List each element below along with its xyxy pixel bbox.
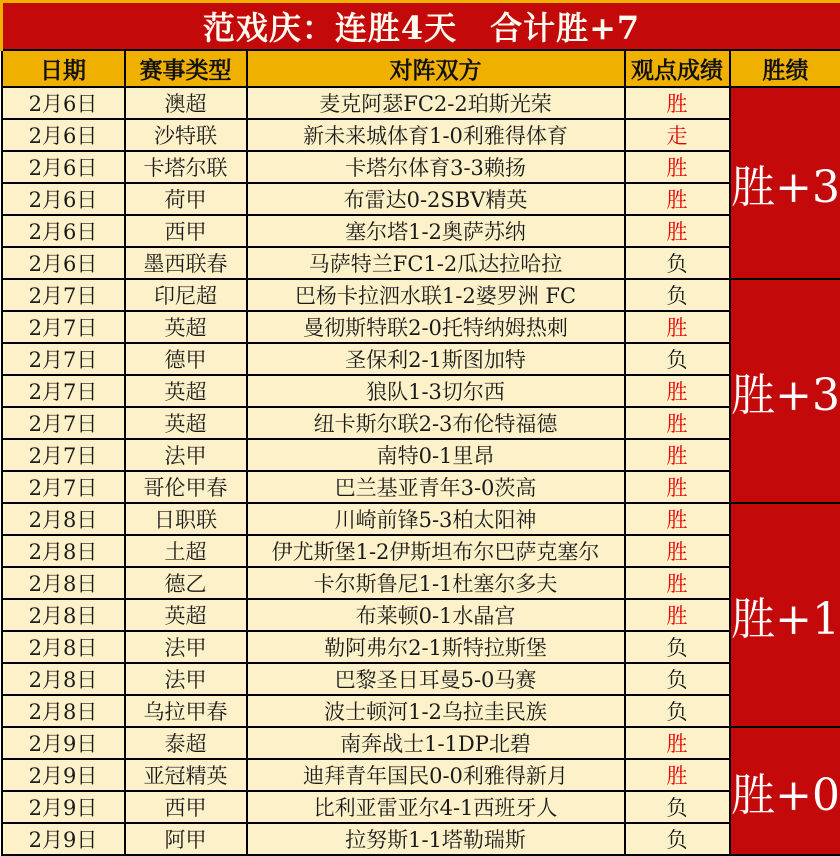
result-cell: 胜 — [625, 311, 730, 343]
date-cell: 2月6日 — [2, 183, 125, 215]
league-cell: 澳超 — [125, 87, 247, 119]
result-cell: 胜 — [625, 151, 730, 183]
date-cell: 2月7日 — [2, 343, 125, 375]
date-cell: 2月8日 — [2, 695, 125, 727]
league-cell: 日职联 — [125, 503, 247, 535]
result-cell: 负 — [625, 791, 730, 823]
date-cell: 2月9日 — [2, 791, 125, 823]
result-cell: 胜 — [625, 471, 730, 503]
date-cell: 2月8日 — [2, 663, 125, 695]
table-row — [2, 599, 840, 631]
league-cell: 泰超 — [125, 727, 247, 759]
result-cell: 负 — [625, 279, 730, 311]
column-header-match: 对阵双方 — [247, 50, 625, 87]
league-cell: 英超 — [125, 407, 247, 439]
streak-cell: 胜+3 — [730, 87, 840, 279]
league-cell: 法甲 — [125, 631, 247, 663]
match-cell: 迪拜青年国民0-0利雅得新月 — [247, 759, 625, 791]
result-cell: 胜 — [625, 727, 730, 759]
league-cell: 哥伦甲春 — [125, 471, 247, 503]
league-cell: 英超 — [125, 375, 247, 407]
match-cell: 拉努斯1-1塔勒瑞斯 — [247, 823, 625, 855]
table-row — [2, 215, 840, 247]
match-cell: 勒阿弗尔2-1斯特拉斯堡 — [247, 631, 625, 663]
table-row — [2, 823, 840, 855]
league-cell: 德乙 — [125, 567, 247, 599]
date-cell: 2月6日 — [2, 247, 125, 279]
table-row — [2, 151, 840, 183]
date-cell: 2月9日 — [2, 727, 125, 759]
date-cell: 2月6日 — [2, 119, 125, 151]
result-cell: 负 — [625, 343, 730, 375]
league-cell: 墨西联春 — [125, 247, 247, 279]
date-cell: 2月6日 — [2, 87, 125, 119]
streak-cell: 胜+1 — [730, 503, 840, 727]
date-cell: 2月7日 — [2, 439, 125, 471]
match-cell: 巴兰基亚青年3-0茨高 — [247, 471, 625, 503]
date-cell: 2月8日 — [2, 599, 125, 631]
table-row — [2, 663, 840, 695]
table-row — [2, 727, 840, 759]
match-cell: 马萨特兰FC1-2瓜达拉哈拉 — [247, 247, 625, 279]
match-cell: 波士顿河1-2乌拉圭民族 — [247, 695, 625, 727]
result-cell: 胜 — [625, 375, 730, 407]
date-cell: 2月7日 — [2, 407, 125, 439]
date-cell: 2月9日 — [2, 823, 125, 855]
result-cell: 胜 — [625, 503, 730, 535]
match-cell: 布雷达0-2SBV精英 — [247, 183, 625, 215]
table-row — [2, 631, 840, 663]
result-cell: 胜 — [625, 567, 730, 599]
table-row — [2, 279, 840, 311]
streak-cell: 胜+3 — [730, 279, 840, 503]
table-row — [2, 183, 840, 215]
league-cell: 土超 — [125, 535, 247, 567]
league-cell: 英超 — [125, 599, 247, 631]
match-cell: 卡尔斯鲁尼1-1杜塞尔多夫 — [247, 567, 625, 599]
table-row — [2, 247, 840, 279]
result-cell: 胜 — [625, 87, 730, 119]
match-cell: 南特0-1里昂 — [247, 439, 625, 471]
league-cell: 英超 — [125, 311, 247, 343]
match-cell: 南奔战士1-1DP北碧 — [247, 727, 625, 759]
column-header-league: 赛事类型 — [125, 50, 247, 87]
result-cell: 胜 — [625, 215, 730, 247]
match-cell: 新未来城体育1-0利雅得体育 — [247, 119, 625, 151]
match-cell: 布莱顿0-1水晶宫 — [247, 599, 625, 631]
column-header-result: 观点成绩 — [625, 50, 730, 87]
date-cell: 2月9日 — [2, 759, 125, 791]
result-cell: 胜 — [625, 439, 730, 471]
match-cell: 川崎前锋5-3柏太阳神 — [247, 503, 625, 535]
date-cell: 2月6日 — [2, 151, 125, 183]
table-row — [2, 535, 840, 567]
match-cell: 曼彻斯特联2-0托特纳姆热刺 — [247, 311, 625, 343]
league-cell: 沙特联 — [125, 119, 247, 151]
table-row — [2, 791, 840, 823]
result-cell: 胜 — [625, 599, 730, 631]
result-cell: 胜 — [625, 759, 730, 791]
result-cell: 胜 — [625, 535, 730, 567]
result-cell: 走 — [625, 119, 730, 151]
league-cell: 西甲 — [125, 791, 247, 823]
table-row — [2, 311, 840, 343]
result-cell: 负 — [625, 695, 730, 727]
table-row — [2, 375, 840, 407]
streak-cell: 胜+0 — [730, 727, 840, 855]
date-cell: 2月8日 — [2, 631, 125, 663]
date-cell: 2月6日 — [2, 215, 125, 247]
date-cell: 2月7日 — [2, 471, 125, 503]
result-cell: 负 — [625, 631, 730, 663]
league-cell: 印尼超 — [125, 279, 247, 311]
match-cell: 伊尤斯堡1-2伊斯坦布尔巴萨克塞尔 — [247, 535, 625, 567]
date-cell: 2月7日 — [2, 279, 125, 311]
match-cell: 圣保利2-1斯图加特 — [247, 343, 625, 375]
table-row — [2, 503, 840, 535]
match-cell: 塞尔塔1-2奥萨苏纳 — [247, 215, 625, 247]
date-cell: 2月8日 — [2, 567, 125, 599]
league-cell: 卡塔尔联 — [125, 151, 247, 183]
league-cell: 法甲 — [125, 439, 247, 471]
table-row — [2, 471, 840, 503]
league-cell: 乌拉甲春 — [125, 695, 247, 727]
league-cell: 德甲 — [125, 343, 247, 375]
match-cell: 麦克阿瑟FC2-2珀斯光荣 — [247, 87, 625, 119]
table-row — [2, 119, 840, 151]
match-cell: 比利亚雷亚尔4-1西班牙人 — [247, 791, 625, 823]
date-cell: 2月7日 — [2, 311, 125, 343]
column-header-streak: 胜绩 — [730, 50, 840, 87]
result-cell: 负 — [625, 823, 730, 855]
league-cell: 阿甲 — [125, 823, 247, 855]
result-cell: 胜 — [625, 407, 730, 439]
table-row — [2, 439, 840, 471]
match-cell: 巴黎圣日耳曼5-0马赛 — [247, 663, 625, 695]
date-cell: 2月7日 — [2, 375, 125, 407]
table-row — [2, 343, 840, 375]
match-cell: 纽卡斯尔联2-3布伦特福德 — [247, 407, 625, 439]
table-row — [2, 407, 840, 439]
table-row — [2, 759, 840, 791]
table-row — [2, 567, 840, 599]
results-body — [2, 87, 840, 855]
date-cell: 2月8日 — [2, 535, 125, 567]
column-header-date: 日期 — [2, 50, 125, 87]
page-title: 范戏庆：连胜4天 合计胜+7 — [2, 2, 840, 51]
league-cell: 亚冠精英 — [125, 759, 247, 791]
match-cell: 卡塔尔体育3-3赖扬 — [247, 151, 625, 183]
match-cell: 狼队1-3切尔西 — [247, 375, 625, 407]
table-row — [2, 695, 840, 727]
result-cell: 胜 — [625, 183, 730, 215]
league-cell: 荷甲 — [125, 183, 247, 215]
league-cell: 法甲 — [125, 663, 247, 695]
title-row — [2, 2, 840, 51]
match-cell: 巴杨卡拉泗水联1-2婆罗洲 FC — [247, 279, 625, 311]
result-cell: 负 — [625, 247, 730, 279]
column-header-row — [2, 50, 840, 87]
result-cell: 负 — [625, 663, 730, 695]
league-cell: 西甲 — [125, 215, 247, 247]
date-cell: 2月8日 — [2, 503, 125, 535]
table-row — [2, 87, 840, 119]
